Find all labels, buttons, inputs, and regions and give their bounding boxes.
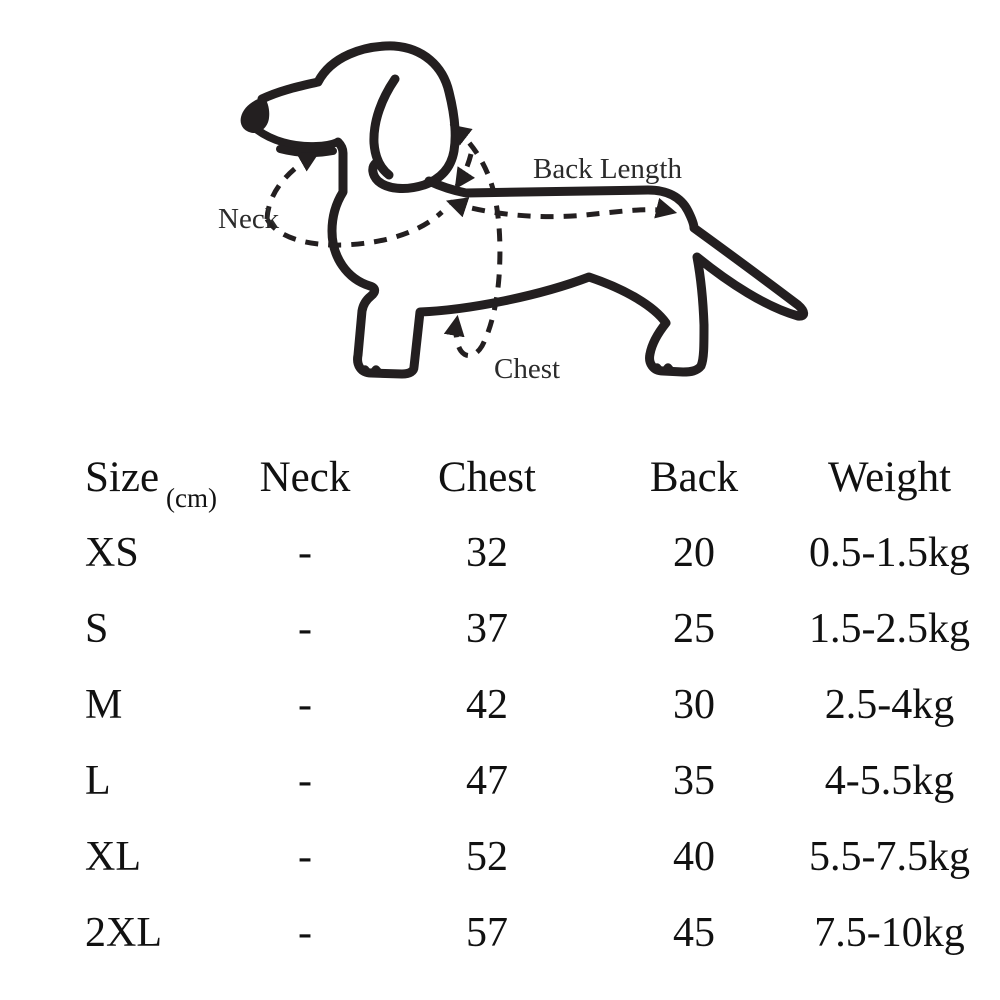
neck-cell-2xl: - <box>298 910 312 956</box>
back-cell-xs: 20 <box>673 530 715 576</box>
neck-label: Neck <box>218 203 280 235</box>
weight-cell-2xl: 7.5-10kg <box>814 910 965 956</box>
spacer <box>0 591 85 667</box>
back-cell-l: 35 <box>673 758 715 804</box>
col-header-back: Back <box>649 453 739 501</box>
spacer <box>0 439 85 515</box>
back-cell-m: 30 <box>673 682 715 728</box>
neck-measure-top-segment <box>457 154 471 186</box>
dog-nose <box>241 97 270 133</box>
weight-cell-s: 1.5-2.5kg <box>809 606 970 652</box>
chest-cell-xs: 32 <box>466 530 508 576</box>
neck-cell-m: - <box>298 682 312 728</box>
col-header-size-text: Size <box>85 453 160 501</box>
back-length-label: Back Length <box>533 153 682 185</box>
col-header-weight: Weight <box>827 453 952 501</box>
back-cell-s: 25 <box>673 606 715 652</box>
size-cell-xl: XL <box>85 834 141 880</box>
back-cell-xl: 40 <box>673 834 715 880</box>
weight-cell-m: 2.5-4kg <box>824 682 955 728</box>
chest-cell-s: 37 <box>466 606 508 652</box>
col-header-size-unit: (cm) <box>166 483 218 513</box>
back-cell-2xl: 45 <box>673 910 715 956</box>
size-table <box>0 439 1000 971</box>
size-cell-l: L <box>85 758 111 804</box>
dog-mouth-upper-line <box>256 129 338 146</box>
chest-cell-2xl: 57 <box>466 910 508 956</box>
back-length-measure-line <box>450 202 673 217</box>
weight-cell-xl: 5.5-7.5kg <box>809 834 970 880</box>
neck-cell-xl: - <box>298 834 312 880</box>
dog-measurement-diagram <box>0 0 1000 448</box>
neck-cell-l: - <box>298 758 312 804</box>
size-cell-xs: XS <box>85 530 139 576</box>
chest-label: Chest <box>494 353 561 385</box>
chest-cell-m: 42 <box>466 682 508 728</box>
spacer <box>0 515 85 591</box>
dog-ear-inner-line <box>374 79 395 175</box>
size-cell-2xl: 2XL <box>85 910 162 956</box>
col-header-neck: Neck <box>259 453 351 501</box>
col-header-size <box>85 439 230 515</box>
chest-cell-xl: 52 <box>466 834 508 880</box>
neck-cell-s: - <box>298 606 312 652</box>
col-header-chest: Chest <box>438 453 536 501</box>
dog-head-outline <box>262 46 455 189</box>
spacer <box>0 743 85 819</box>
neck-measure-bottom-arc <box>267 212 442 245</box>
spacer <box>0 819 85 895</box>
weight-cell-xs: 0.5-1.5kg <box>809 530 970 576</box>
spacer <box>0 895 85 971</box>
chest-cell-l: 47 <box>466 758 508 804</box>
neck-cell-xs: - <box>298 530 312 576</box>
spacer <box>0 667 85 743</box>
weight-cell-l: 4-5.5kg <box>824 758 955 804</box>
size-cell-m: M <box>85 682 123 728</box>
size-cell-s: S <box>85 606 109 652</box>
chest-measure-loop <box>453 127 500 356</box>
dog-mouth-lower-line <box>280 149 333 153</box>
